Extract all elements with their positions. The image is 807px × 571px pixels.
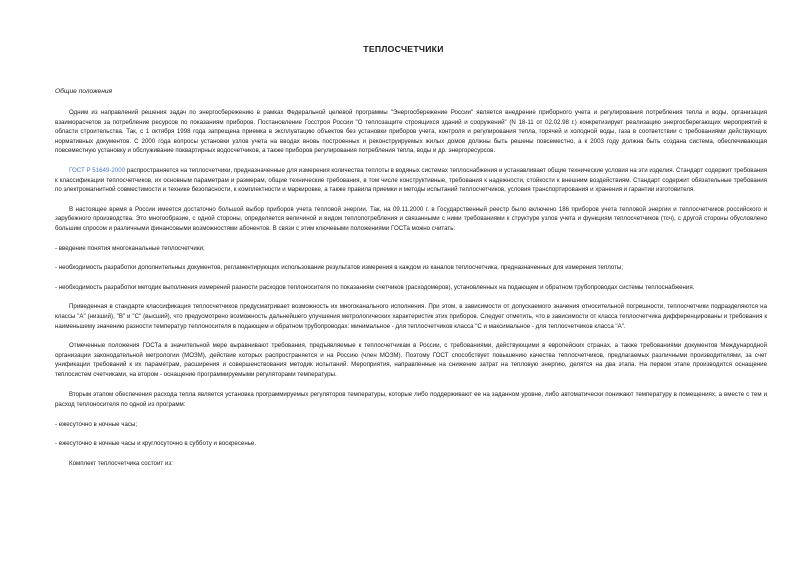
document-body bbox=[55, 108, 767, 478]
paragraph-heat-meter-choice: В настоящее время в России имеется достаточно большой выбор приборов учета тепловой энергии. Так, на 09.11.2000 г. в Государственный реестр было включено 186 приборов учета тепловой энергии и теплосчетчиков российского и зарубежного производства. Это многообразие, с одной стороны, определяется величиной и видом теплопотребления и связанными с ними требованиями к структуре узлов учета и функциям теплосчетчиков (тсч), с другой стороны обусловлено большим спросом и различными финансовыми возможностями абонентов. В связи с этим ключевыми положениями ГОСТа можно считать: bbox=[55, 205, 767, 232]
document-title: ТЕПЛОСЧЕТЧИКИ bbox=[363, 44, 444, 54]
paragraph-gost-scope bbox=[55, 166, 767, 195]
list-item: - ежесуточно в ночные часы; bbox=[55, 420, 138, 428]
paragraph-energy-saving: Одним из направлений решения задач по энергосбережению в рамках Федеральной целевой программы "Энергосбережение России" является внедрение приборного учета и регулирования потребления тепла и воды, организация взаиморасчетов за потребление ресурсов по показаниям приборов. Постановление Госстроя России "О теплозащите строящихся зданий и сооружений" (N 18-11 от 02.02.98 г.) конкретизирует реализацию энергосберегающих мероприятий в области строительства. Так, с 1 октября 1998 года запрещена приемка в эксплуатацию объектов без установки приборов учета, контроля и регулирования тепла, горячей и холодной воды, газа в соответствии с требованиями действующих нормативных документов. С 2000 года вопросы установки узлов учета на вводах вновь построенных и реконструируемых жилых домов должны быть решены повсеместно, а к 2003 году должна быть создана система, обеспечивающая повсеместную установку и обслуживание поквартирных водосчетчиков, а также приборов регулирования потребления тепла, воды и др. энергоресурсов. bbox=[55, 109, 767, 155]
paragraph-second-stage: Вторым этапом обеспечения расхода тепла является установка программируемых регуляторов температуры, которые либо поддерживают ее на заданном уровне, либо автоматически понижают температуру в помещениях, а вместе с тем и расход теплоносителя по одной из программ: bbox=[55, 391, 767, 409]
list-item: - ежесуточно в ночные часы и круглосуточно в субботу и воскресенье. bbox=[55, 440, 257, 448]
paragraph-kit-composition: Комплект теплосчетчика состоит из: bbox=[69, 459, 173, 467]
paragraph-classification: Приведенная в стандарте классификация теплосчетчиков предусматривает возможность их многоканального исполнения. При этом, в зависимости от допускаемого значения относительной погрешности, теплосчетчики подразделяются на классы "А" (низший), "В" и "С" (высший), что предусмотрено возможность дальнейшего улучшения метрологических характеристик этих приборов. Следует отметить, что в зависимости от класса теплосчетчика дифференцированы и требования к наименьшему значению разности температур теплоносителя в подающем и обратном трубопроводах: минимальное - для теплосчетчиков класса "С и максимальное - для теплосчетчиков класса "А". bbox=[55, 303, 767, 330]
list-item: - необходимость разработки методик выполнения измерений разности расходов теплоносителя по показаниям счетчиков (расходомеров), установленных на подающем и обратном трубопроводах системы теплоснабжения. bbox=[55, 283, 695, 291]
section-heading: Общие положения bbox=[55, 88, 113, 95]
gost-link[interactable]: ГОСТ Р 51649-2000 bbox=[69, 166, 126, 174]
list-item: - необходимость разработки дополнительных документов, регламентирующих использование результатов измерения в каждом из каналов теплосчетчика, предназначенных для измерения теплоты; bbox=[55, 264, 624, 272]
paragraph-gost-scope-text: распространяется на теплосчетчики, предназначенные для измерения количества теплоты в водяных системах теплоснабжения и устанавливает общие технические условия на эти изделия. Стандарт содержит требования к классификации теплосчетчиков, их основным параметрам и размерам, общие технические требования, в том числе конструктивные, требования к надежности, стойкости к внешним воздействиям. Стандарт содержит обязательные требования по электромагнитной совместимости и технике безопасности, к комплектности и маркировке, а также правила приемки и методы испытаний теплосчетчиков, условия транспортирования и хранения и гарантии изготовителя. bbox=[55, 166, 768, 194]
paragraph-international-requirements: Отмеченные положения ГОСТа в значительной мере выравнивают требования, предъявляемые к теплосчетчикам в России, с требованиями, действующими в европейских странах, а также требованиями документов Международной организации законодательной метрологии (МОЗМ), действие которых распространяется и на Россию (член МОЗМ). Поэтому ГОСТ способствует повышению качества теплосчетчиков, предлагаемых различными производителями, за счет унификации требований к их параметрам, расширения и совершенствования методик испытаний. Мероприятия, направленные на снижение затрат на тепловую энергию, делятся на два этапа. На первом этапе производится оснащение теплосистем счетчиками, на втором - оснащение программируемыми регуляторами температуры. bbox=[55, 342, 767, 378]
list-item: - введение понятия многоканальные теплосчетчики; bbox=[55, 244, 205, 252]
